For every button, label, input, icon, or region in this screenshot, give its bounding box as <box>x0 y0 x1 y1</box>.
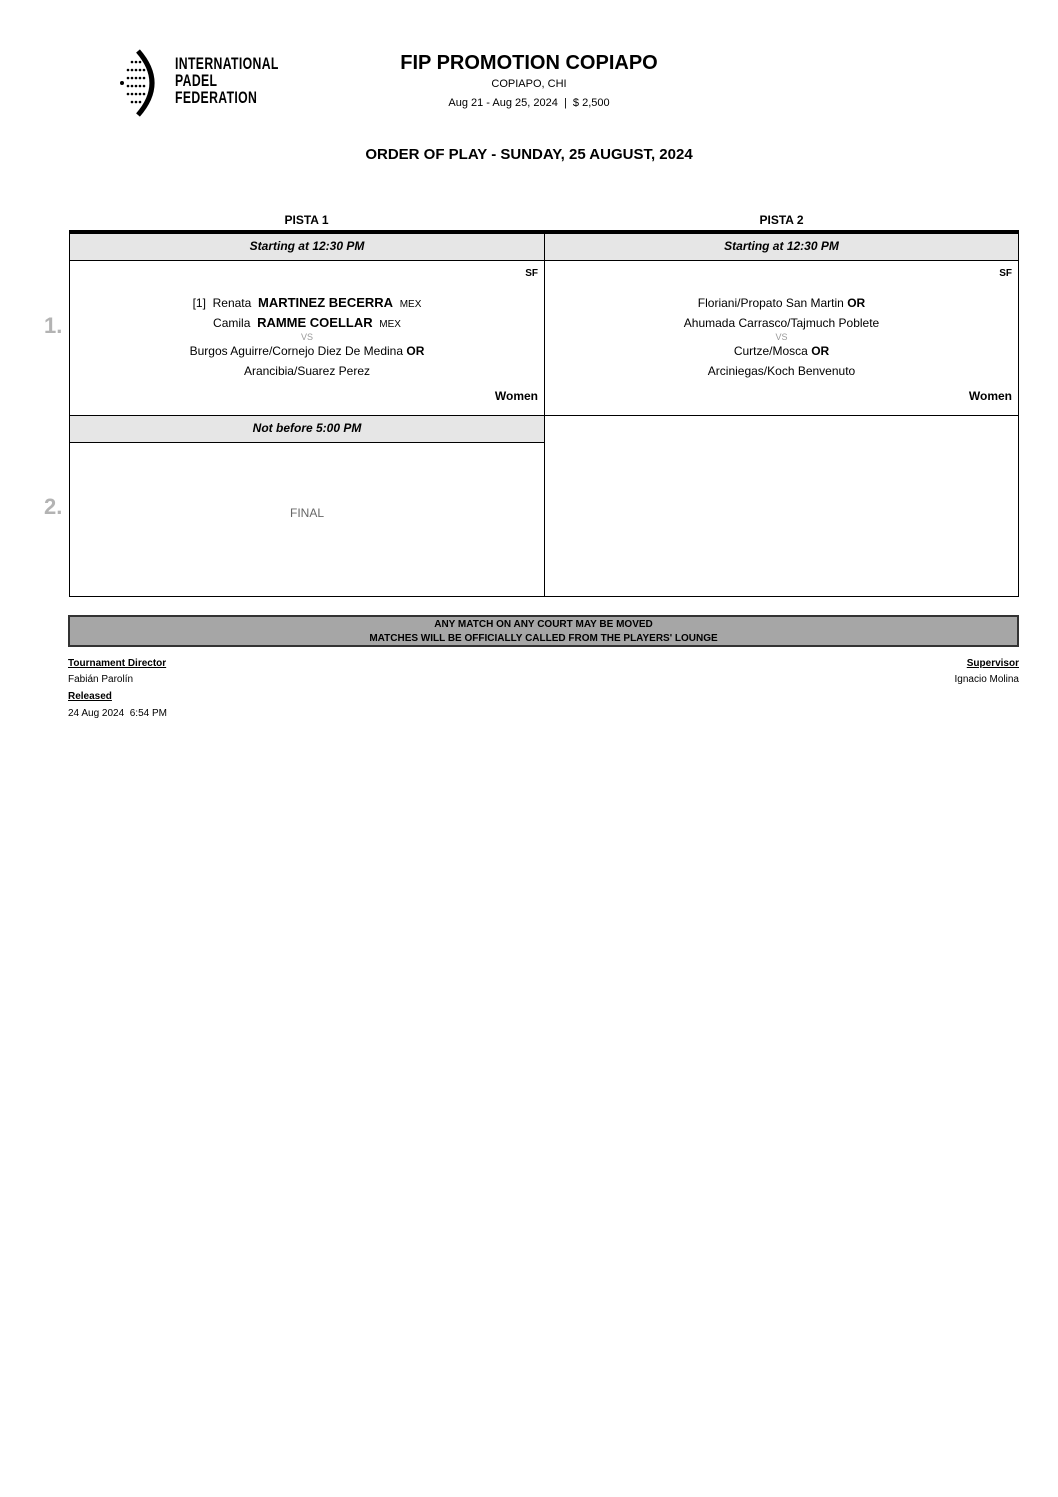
seed: [1] <box>192 296 206 310</box>
team-names: Floriani/Propato San Martin <box>697 296 844 310</box>
category-label: Women <box>968 389 1012 403</box>
match-cell-court-2-row-1 <box>544 260 1019 416</box>
row-2-start-time: Not before 5:00 PM <box>69 415 545 443</box>
match-cell-court-1-row-1 <box>69 260 545 416</box>
or-label: OR <box>847 296 866 310</box>
notice-line: ANY MATCH ON ANY COURT MAY BE MOVED <box>434 619 653 630</box>
nationality: MEX <box>399 299 422 310</box>
row-number: 1. <box>44 313 63 338</box>
tournament-dates-prize: Aug 21 - Aug 25, 2024 | $ 2,500 <box>448 97 610 109</box>
team-names: Curtze/Mosca <box>733 344 808 358</box>
released-time: 24 Aug 2024 6:54 PM <box>68 708 167 719</box>
court-1-start-time: Starting at 12:30 PM <box>69 233 545 261</box>
round-label: SF <box>525 268 538 279</box>
court-2-start-time: Starting at 12:30 PM <box>544 233 1019 261</box>
team1-player1 <box>70 293 544 313</box>
first-name: Renata <box>212 296 252 310</box>
supervisor-label: Supervisor <box>966 658 1019 669</box>
last-name: RAMME COELLAR <box>257 315 373 330</box>
order-of-play-title: ORDER OF PLAY - SUNDAY, 25 AUGUST, 2024 <box>365 146 693 163</box>
last-name: MARTINEZ BECERRA <box>257 295 394 310</box>
tournament-location: COPIAPO, CHI <box>491 78 567 90</box>
tournament-title: FIP PROMOTION COPIAPO <box>400 52 658 74</box>
vs-label: VS <box>775 332 788 342</box>
nationality: MEX <box>379 319 401 330</box>
first-name: Camila <box>213 316 251 330</box>
final-label: FINAL <box>289 506 324 520</box>
team2-line1 <box>545 341 1018 361</box>
or-label: OR <box>406 344 425 358</box>
team-names: Burgos Aguirre/Cornejo Diez De Medina <box>189 344 404 358</box>
team1-line1 <box>545 293 1018 313</box>
empty-cell-court-2-row-2 <box>544 415 1019 597</box>
logo-line: PADEL <box>175 71 218 90</box>
notice-banner <box>68 615 1019 647</box>
director-name: Fabián Parolín <box>68 674 134 685</box>
logo-line: INTERNATIONAL <box>175 54 279 73</box>
vs-label: VS <box>300 332 313 342</box>
team2-line2: Arancibia/Suarez Perez <box>243 364 371 378</box>
team2-line1 <box>70 341 544 361</box>
category-label: Women <box>494 389 538 403</box>
director-label: Tournament Director <box>68 658 167 669</box>
notice-line: MATCHES WILL BE OFFICIALLY CALLED FROM THE PLAYERS' LOUNGE <box>369 633 718 644</box>
released-label: Released <box>68 691 112 702</box>
team2-line2: Arciniegas/Koch Benvenuto <box>707 364 856 378</box>
team1-line2: Ahumada Carrasco/Tajmuch Poblete <box>683 316 880 330</box>
supervisor-name: Ignacio Molina <box>954 674 1019 685</box>
row-number: 2. <box>44 494 63 519</box>
match-cell-court-1-row-2 <box>69 442 545 597</box>
or-label: OR <box>811 344 830 358</box>
court-2-label: PISTA 2 <box>759 213 804 227</box>
team1-player2 <box>70 313 544 333</box>
court-1-label: PISTA 1 <box>284 213 329 227</box>
logo-line: FEDERATION <box>175 88 258 107</box>
round-label: SF <box>999 268 1012 279</box>
